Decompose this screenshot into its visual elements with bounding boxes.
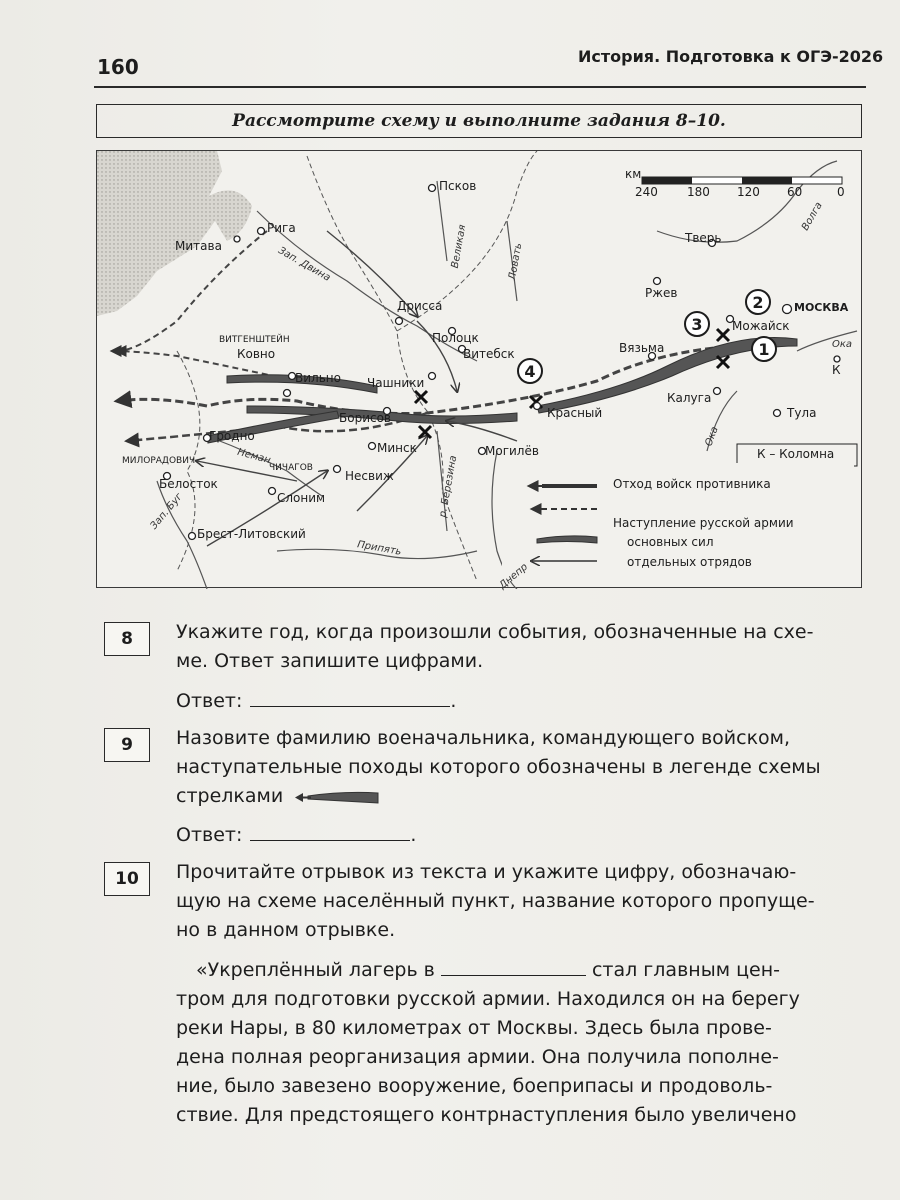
scale-tick: 120 <box>737 185 760 199</box>
header-rule <box>94 86 866 88</box>
answer-label: Ответ: <box>176 690 243 712</box>
commander-label-vitgenshtein: ВИТГЕНШТЕЙН <box>219 335 290 345</box>
task-9-answer[interactable]: Ответ: . <box>176 824 417 846</box>
commander-label-miloradovich: МИЛОРАДОВИЧ <box>122 456 196 466</box>
city-label-nesvizh: Несвиж <box>345 469 394 483</box>
river-label-lovat: Ловать <box>507 242 525 281</box>
city-label-slonim: Слоним <box>277 491 326 505</box>
city-label-pskov: Псков <box>439 179 477 193</box>
scale-tick: 0 <box>837 185 845 199</box>
legend-main-forces: основных сил <box>627 535 714 549</box>
commander-label-chichagov: ЧИЧАГОВ <box>269 463 313 473</box>
city-label-riga: Рига <box>267 221 296 235</box>
city-label-brest: Брест-Литовский <box>197 527 306 541</box>
scale-tick: 60 <box>787 185 803 199</box>
city-label-moscow: МОСКВА <box>794 301 849 314</box>
river-label-zap-dvina: Зап. Двина <box>276 245 333 284</box>
quote-line: ствие. Для предстоящего контрнаступления было увеличено <box>176 1104 797 1126</box>
task-number-8: 8 <box>104 622 150 656</box>
city-label-polotsk: Полоцк <box>432 331 479 345</box>
task-9-line: наступательные походы которого обозначены в легенде схемы <box>176 756 821 778</box>
sea-area <box>97 151 222 316</box>
answer-line[interactable] <box>250 688 450 707</box>
city-label-vitebsk: Витебск <box>463 347 515 361</box>
answer-line[interactable] <box>250 822 410 841</box>
river-label-oka-bottom: Ока <box>703 425 721 448</box>
answer-label: Ответ: <box>176 824 243 846</box>
gulf-of-riga <box>209 190 252 241</box>
task-8-text <box>176 618 866 676</box>
city-label-krasny: Красный <box>547 406 603 420</box>
river-label-zap-bug: Зап. Буг <box>148 491 185 532</box>
task-number-10: 10 <box>104 862 150 896</box>
task-8-line: ме. Ответ запишите цифрами. <box>176 650 484 672</box>
river-label-dnepr: Днепр <box>497 561 531 592</box>
task-8-line: Укажите год, когда произошли события, обозначенные на схе- <box>176 621 814 643</box>
kolomna-note: К – Коломна <box>757 447 835 461</box>
river-label-neman: Неман <box>236 446 272 467</box>
running-head: История. Подготовка к ОГЭ-2026 <box>578 47 884 66</box>
city-label-drissa: Дрисса <box>397 299 443 313</box>
river-label-oka-top: Ока <box>832 339 853 350</box>
legend-advance-title: Наступление русской армии <box>613 516 794 530</box>
city-label-mitava: Митава <box>175 239 222 253</box>
task-10-line: Прочитайте отрывок из текста и укажите цифру, обозначаю- <box>176 861 797 883</box>
retreat-arrows <box>112 231 737 441</box>
quote-line: реки Нары, в 80 километрах от Москвы. Здесь была прове- <box>176 1017 772 1039</box>
instruction-box <box>96 104 862 138</box>
river-velikaya <box>437 181 447 261</box>
task-10-text <box>176 858 866 945</box>
city-label-belostok: Белосток <box>159 477 218 491</box>
river-label-pripyat: Припять <box>356 539 403 558</box>
battle-badge-3: 3 <box>684 311 710 337</box>
city-label-k: К <box>832 363 841 377</box>
city-label-mogilev: Могилёв <box>485 444 539 458</box>
task-8-answer[interactable]: Ответ: . <box>176 690 457 712</box>
city-label-rzhev: Ржев <box>645 286 678 300</box>
battle-badge-4: 4 <box>517 358 543 384</box>
city-label-minsk: Минск <box>377 441 417 455</box>
quote-blank[interactable] <box>441 959 586 976</box>
scale-unit: км <box>625 167 642 181</box>
legend-retreat: Отход войск противника <box>613 477 771 491</box>
river-label-volga: Волга <box>799 200 825 233</box>
page-number: 160 <box>97 55 139 79</box>
legend-detachments: отдельных отрядов <box>627 555 752 569</box>
city-label-tver: Тверь <box>685 231 722 245</box>
quote-line: тром для подготовки русской армии. Находился он на берегу <box>176 988 800 1010</box>
city-label-kaluga: Калуга <box>667 391 712 405</box>
river-label-velikaya: Великая <box>449 223 469 270</box>
city-label-chashniki: Чашники <box>367 376 425 390</box>
city-label-vilno: Вильно <box>295 371 341 385</box>
quote-line: дена полная реорганизация армии. Она получила пополне- <box>176 1046 779 1068</box>
scale-tick: 240 <box>635 185 658 199</box>
task-10-line: щую на схеме населённый пункт, название которого пропуще- <box>176 890 815 912</box>
border-line <box>307 156 477 581</box>
historical-map <box>96 150 862 592</box>
task-9-text <box>176 724 866 811</box>
city-label-vyazma: Вязьма <box>619 341 665 355</box>
instruction-text: Рассмотрите схему и выполните задания 8–10. <box>232 111 726 131</box>
battle-badge-2: 2 <box>745 289 771 315</box>
battle-badge-1: 1 <box>751 336 777 362</box>
river-label-berezina: р. Березина <box>437 454 460 519</box>
quote-passage <box>176 956 866 1130</box>
quote-line: ние, было завезено вооружение, боеприпасы и продоволь- <box>176 1075 773 1097</box>
task-9-line: Назовите фамилию военачальника, командующего войском, <box>176 727 791 749</box>
city-label-tula: Тула <box>787 406 817 420</box>
city-label-kovno: Ковно <box>237 347 276 361</box>
task-9-line-with-arrow: стрелками <box>176 782 866 811</box>
task-number-9: 9 <box>104 728 150 762</box>
task-10-line: но в данном отрывке. <box>176 919 396 941</box>
city-label-borisov: Борисов <box>339 411 392 425</box>
scale-tick: 180 <box>687 185 710 199</box>
city-label-grodno: Гродно <box>209 429 255 443</box>
quote-first-line: «Укреплённый лагерь в стал главным цен- <box>196 959 780 981</box>
main-forces-arrow-icon <box>293 789 383 805</box>
city-label-mozhaysk: Можайск <box>732 319 790 333</box>
